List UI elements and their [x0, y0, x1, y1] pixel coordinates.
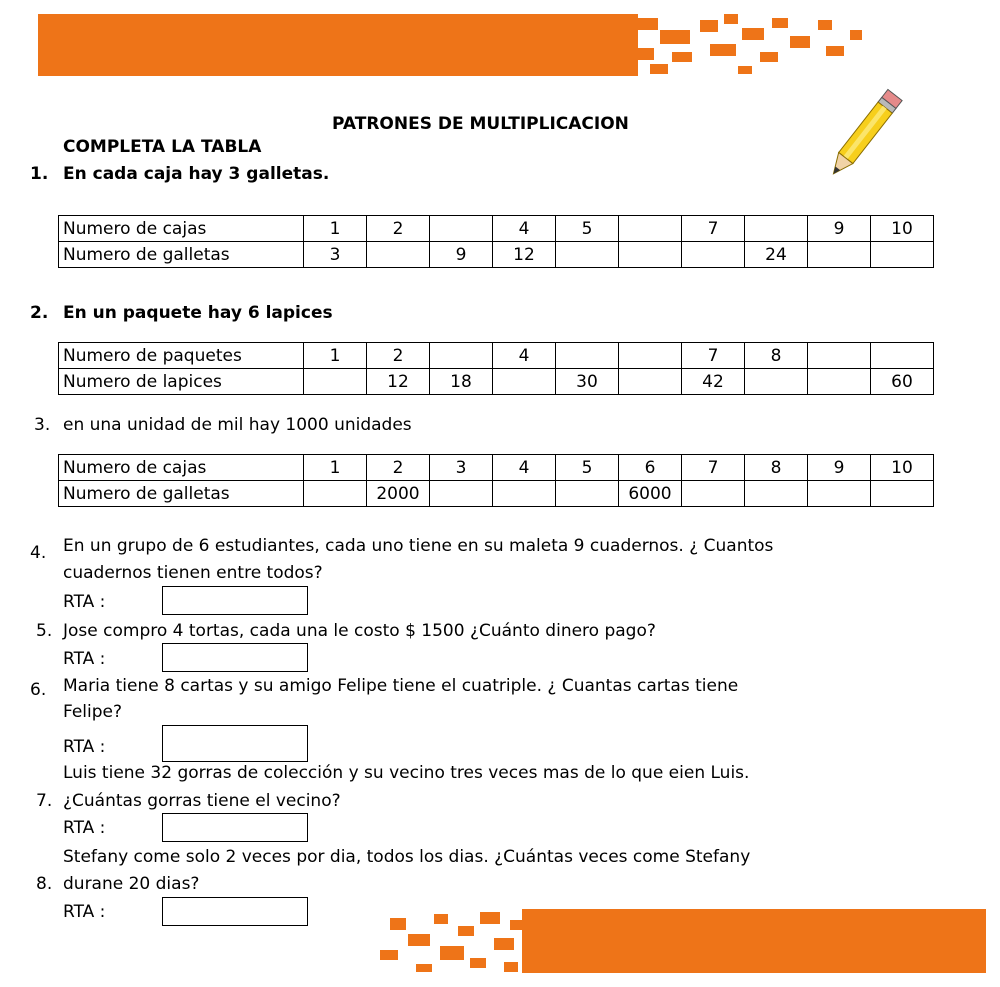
section-2-number: 2. — [30, 303, 49, 323]
problem-8-answer-box[interactable] — [162, 897, 308, 926]
section-1-text: En cada caja hay 3 galletas. — [63, 164, 330, 184]
problem-5-answer-label: RTA : — [63, 649, 106, 669]
table-cell: 3 — [430, 455, 493, 481]
section-3-text: en una unidad de mil hay 1000 unidades — [63, 415, 412, 435]
table-cell[interactable] — [556, 242, 619, 268]
problem-6-line-2: Felipe? — [63, 702, 123, 722]
problem-8-line-1: durane 20 dias? — [63, 874, 200, 894]
page-title: PATRONES DE MULTIPLICACION — [332, 114, 629, 134]
table-cell[interactable] — [430, 481, 493, 507]
table-cell[interactable] — [304, 481, 367, 507]
problem-5-number: 5. — [36, 621, 53, 641]
table-cell[interactable] — [619, 343, 682, 369]
problem-4-answer-box[interactable] — [162, 586, 308, 615]
table-cell: 60 — [871, 369, 934, 395]
problem-8-number: 8. — [36, 874, 53, 894]
problem-6-answer-label: RTA : — [63, 737, 106, 757]
table-cell: 6 — [619, 455, 682, 481]
problem-5-line-1: Jose compro 4 tortas, cada una le costo $ 1500 ¿Cuánto dinero pago? — [63, 621, 656, 641]
table-3 — [58, 454, 934, 507]
row-label: Numero de galletas — [59, 242, 304, 268]
table-cell[interactable] — [493, 481, 556, 507]
table-cell[interactable] — [808, 481, 871, 507]
problem-7-intro: Luis tiene 32 gorras de colección y su vecino tres veces mas de lo que eien Luis. — [63, 763, 750, 783]
row-label: Numero de cajas — [59, 216, 304, 242]
table-row — [59, 343, 934, 369]
table-2 — [58, 342, 934, 395]
table-cell: 4 — [493, 455, 556, 481]
problem-5-answer-box[interactable] — [162, 643, 308, 672]
problem-4-line-1: En un grupo de 6 estudiantes, cada uno tiene en su maleta 9 cuadernos. ¿ Cuantos — [63, 536, 774, 556]
table-cell[interactable] — [304, 369, 367, 395]
problem-4-number: 4. — [30, 543, 47, 563]
bottom-banner — [522, 909, 986, 973]
table-cell[interactable] — [745, 369, 808, 395]
top-banner — [38, 14, 638, 76]
table-cell: 7 — [682, 216, 745, 242]
table-cell: 6000 — [619, 481, 682, 507]
table-cell[interactable] — [808, 242, 871, 268]
row-label: Numero de galletas — [59, 481, 304, 507]
instruction-heading: COMPLETA LA TABLA — [63, 137, 262, 157]
problem-7-answer-box[interactable] — [162, 813, 308, 842]
table-cell: 12 — [367, 369, 430, 395]
problem-4-answer-label: RTA : — [63, 592, 106, 612]
pencil-icon — [818, 80, 908, 192]
table-cell[interactable] — [682, 481, 745, 507]
table-cell[interactable] — [871, 242, 934, 268]
table-cell[interactable] — [871, 481, 934, 507]
section-2-text: En un paquete hay 6 lapices — [63, 303, 333, 323]
table-cell: 8 — [745, 455, 808, 481]
table-cell: 5 — [556, 216, 619, 242]
table-cell[interactable] — [682, 242, 745, 268]
table-cell: 7 — [682, 343, 745, 369]
table-cell[interactable] — [493, 369, 556, 395]
table-cell: 1 — [304, 216, 367, 242]
problem-6-number: 6. — [30, 680, 47, 700]
table-cell: 30 — [556, 369, 619, 395]
table-row — [59, 216, 934, 242]
table-cell[interactable] — [430, 343, 493, 369]
table-cell[interactable] — [556, 481, 619, 507]
row-label: Numero de cajas — [59, 455, 304, 481]
section-3-number: 3. — [34, 415, 51, 435]
table-1 — [58, 215, 934, 268]
table-cell: 18 — [430, 369, 493, 395]
problem-7-answer-label: RTA : — [63, 818, 106, 838]
problem-4-line-2: cuadernos tienen entre todos? — [63, 563, 323, 583]
problem-6-answer-box[interactable] — [162, 725, 308, 762]
table-cell[interactable] — [367, 242, 430, 268]
table-cell: 24 — [745, 242, 808, 268]
table-cell: 10 — [871, 455, 934, 481]
table-cell: 3 — [304, 242, 367, 268]
table-cell: 1 — [304, 343, 367, 369]
table-cell: 7 — [682, 455, 745, 481]
table-cell: 4 — [493, 343, 556, 369]
table-cell[interactable] — [871, 343, 934, 369]
table-cell[interactable] — [808, 369, 871, 395]
problem-6-line-1: Maria tiene 8 cartas y su amigo Felipe tiene el cuatriple. ¿ Cuantas cartas tiene — [63, 676, 739, 696]
table-cell: 9 — [808, 455, 871, 481]
table-row — [59, 481, 934, 507]
table-cell[interactable] — [745, 216, 808, 242]
table-cell: 9 — [808, 216, 871, 242]
table-cell[interactable] — [619, 242, 682, 268]
table-cell: 2000 — [367, 481, 430, 507]
problem-8-intro: Stefany come solo 2 veces por dia, todos los dias. ¿Cuántas veces come Stefany — [63, 847, 751, 867]
table-cell: 12 — [493, 242, 556, 268]
table-cell: 5 — [556, 455, 619, 481]
table-cell: 10 — [871, 216, 934, 242]
problem-8-answer-label: RTA : — [63, 902, 106, 922]
table-cell: 2 — [367, 343, 430, 369]
table-cell: 9 — [430, 242, 493, 268]
table-cell[interactable] — [745, 481, 808, 507]
table-cell: 2 — [367, 455, 430, 481]
table-row — [59, 455, 934, 481]
table-row — [59, 242, 934, 268]
table-cell: 1 — [304, 455, 367, 481]
table-cell: 4 — [493, 216, 556, 242]
table-cell[interactable] — [619, 216, 682, 242]
row-label: Numero de lapices — [59, 369, 304, 395]
section-1-number: 1. — [30, 164, 49, 184]
table-cell: 42 — [682, 369, 745, 395]
table-cell[interactable] — [430, 216, 493, 242]
table-cell: 8 — [745, 343, 808, 369]
table-cell[interactable] — [808, 343, 871, 369]
row-label: Numero de paquetes — [59, 343, 304, 369]
problem-7-number: 7. — [36, 791, 53, 811]
problem-7-line-1: ¿Cuántas gorras tiene el vecino? — [63, 791, 341, 811]
table-cell[interactable] — [556, 343, 619, 369]
table-cell[interactable] — [619, 369, 682, 395]
table-row — [59, 369, 934, 395]
table-cell: 2 — [367, 216, 430, 242]
